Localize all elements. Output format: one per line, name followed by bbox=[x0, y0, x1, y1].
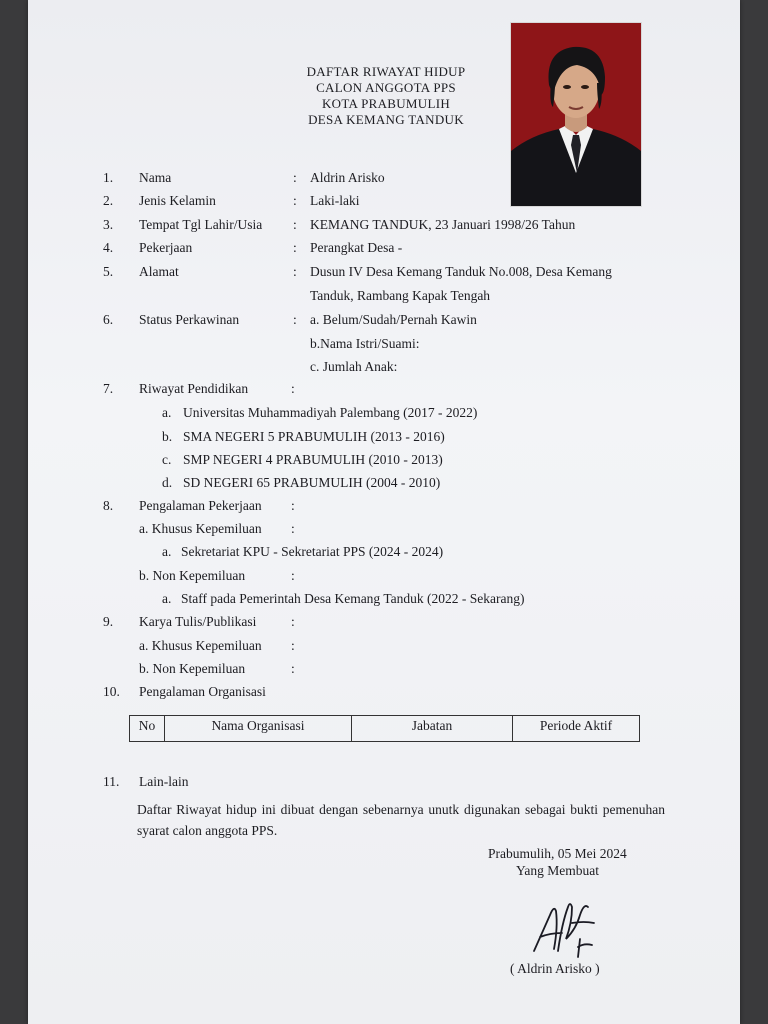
title-line-3: KOTA PRABUMULIH bbox=[321, 96, 451, 111]
field-value-address: Dusun IV Desa Kemang Tanduk No.008, Desa Kemang bbox=[310, 264, 612, 279]
field-label-address: Alamat bbox=[139, 264, 179, 279]
field-label-job: Pekerjaan bbox=[139, 240, 193, 255]
work-non-label: b. Non Kepemiluan bbox=[139, 568, 246, 583]
section-num: 8. bbox=[103, 498, 114, 513]
field-label-birth: Tempat Tgl Lahir/Usia bbox=[139, 217, 263, 232]
field-sep: : bbox=[291, 614, 295, 629]
education-item: SMA NEGERI 5 PRABUMULIH (2013 - 2016) bbox=[183, 429, 445, 444]
field-sep: : bbox=[293, 264, 297, 279]
profile-photo bbox=[510, 22, 642, 207]
document-title bbox=[270, 64, 502, 128]
title-line-4: DESA KEMANG TANDUK bbox=[308, 112, 464, 127]
education-label: Riwayat Pendidikan bbox=[139, 381, 249, 396]
closing-statement: Daftar Riwayat hidup ini dibuat dengan sebenarnya unutk digunakan sebagai bukti pemenuhan syarat calon anggota PPS. bbox=[137, 802, 665, 838]
organisation-table bbox=[129, 715, 640, 742]
education-item: SMP NEGERI 4 PRABUMULIH (2010 - 2013) bbox=[183, 452, 443, 467]
list-marker: a. bbox=[162, 591, 172, 606]
other-label: Lain-lain bbox=[139, 774, 189, 789]
org-label: Pengalaman Organisasi bbox=[139, 684, 266, 699]
field-value-birth: KEMANG TANDUK, 23 Januari 1998/26 Tahun bbox=[310, 217, 576, 232]
signature-image bbox=[528, 893, 600, 968]
field-label-marital: Status Perkawinan bbox=[139, 312, 240, 327]
field-num: 2. bbox=[103, 193, 114, 208]
field-value-gender: Laki-laki bbox=[310, 193, 360, 208]
education-item: SD NEGERI 65 PRABUMULIH (2004 - 2010) bbox=[183, 475, 441, 490]
title-line-2: CALON ANGGOTA PPS bbox=[316, 80, 456, 95]
field-value-address-2: Tanduk, Rambang Kapak Tengah bbox=[310, 288, 491, 303]
title-line-1: DAFTAR RIWAYAT HIDUP bbox=[306, 64, 466, 79]
field-sep: : bbox=[293, 217, 297, 232]
work-label: Pengalaman Pekerjaan bbox=[139, 498, 262, 513]
writing-non-label: b. Non Kepemiluan bbox=[139, 661, 246, 676]
field-sep: : bbox=[291, 638, 295, 653]
field-num: 4. bbox=[103, 240, 114, 255]
section-num: 10. bbox=[103, 684, 120, 699]
list-marker: a. bbox=[162, 544, 172, 559]
education-item: Universitas Muhammadiyah Palembang (2017 - 2022) bbox=[183, 405, 478, 420]
field-sep: : bbox=[291, 521, 295, 536]
field-label-name: Nama bbox=[139, 170, 172, 185]
column-header-organisation: Nama Organisasi bbox=[165, 716, 352, 742]
column-header-position: Jabatan bbox=[352, 716, 513, 742]
field-value-name: Aldrin Arisko bbox=[310, 170, 385, 185]
column-header-period: Periode Aktif bbox=[513, 716, 640, 742]
field-value-job: Perangkat Desa - bbox=[310, 240, 403, 255]
work-khusus-item: Sekretariat KPU - Sekretariat PPS (2024 - 2024) bbox=[181, 544, 444, 559]
table-header-row bbox=[130, 716, 640, 742]
field-sep: : bbox=[291, 568, 295, 583]
maker-label: Yang Membuat bbox=[516, 863, 600, 878]
field-label-gender: Jenis Kelamin bbox=[139, 193, 216, 208]
list-marker: c. bbox=[162, 452, 172, 467]
field-num: 1. bbox=[103, 170, 114, 185]
field-sep: : bbox=[291, 498, 295, 513]
field-num: 3. bbox=[103, 217, 114, 232]
field-num: 5. bbox=[103, 264, 114, 279]
field-sep: : bbox=[293, 193, 297, 208]
field-value-children: c. Jumlah Anak: bbox=[310, 359, 398, 374]
field-sep: : bbox=[291, 381, 295, 396]
list-marker: b. bbox=[162, 429, 173, 444]
field-sep: : bbox=[293, 240, 297, 255]
field-num: 6. bbox=[103, 312, 114, 327]
field-value-marital: a. Belum/Sudah/Pernah Kawin bbox=[310, 312, 477, 327]
work-non-item: Staff pada Pemerintah Desa Kemang Tanduk (2022 - Sekarang) bbox=[181, 591, 525, 606]
field-sep: : bbox=[291, 661, 295, 676]
field-sep: : bbox=[293, 312, 297, 327]
section-num: 9. bbox=[103, 614, 114, 629]
field-sep: : bbox=[293, 170, 297, 185]
place-date: Prabumulih, 05 Mei 2024 bbox=[488, 846, 627, 861]
section-num: 7. bbox=[103, 381, 114, 396]
writing-khusus-label: a. Khusus Kepemiluan bbox=[139, 638, 262, 653]
writing-label: Karya Tulis/Publikasi bbox=[139, 614, 257, 629]
work-khusus-label: a. Khusus Kepemiluan bbox=[139, 521, 262, 536]
list-marker: a. bbox=[162, 405, 172, 420]
section-num: 11. bbox=[103, 774, 120, 789]
list-marker: d. bbox=[162, 475, 173, 490]
signatory-name: ( Aldrin Arisko ) bbox=[510, 961, 600, 976]
field-value-spouse: b.Nama Istri/Suami: bbox=[310, 336, 420, 351]
column-header-no: No bbox=[130, 716, 165, 742]
